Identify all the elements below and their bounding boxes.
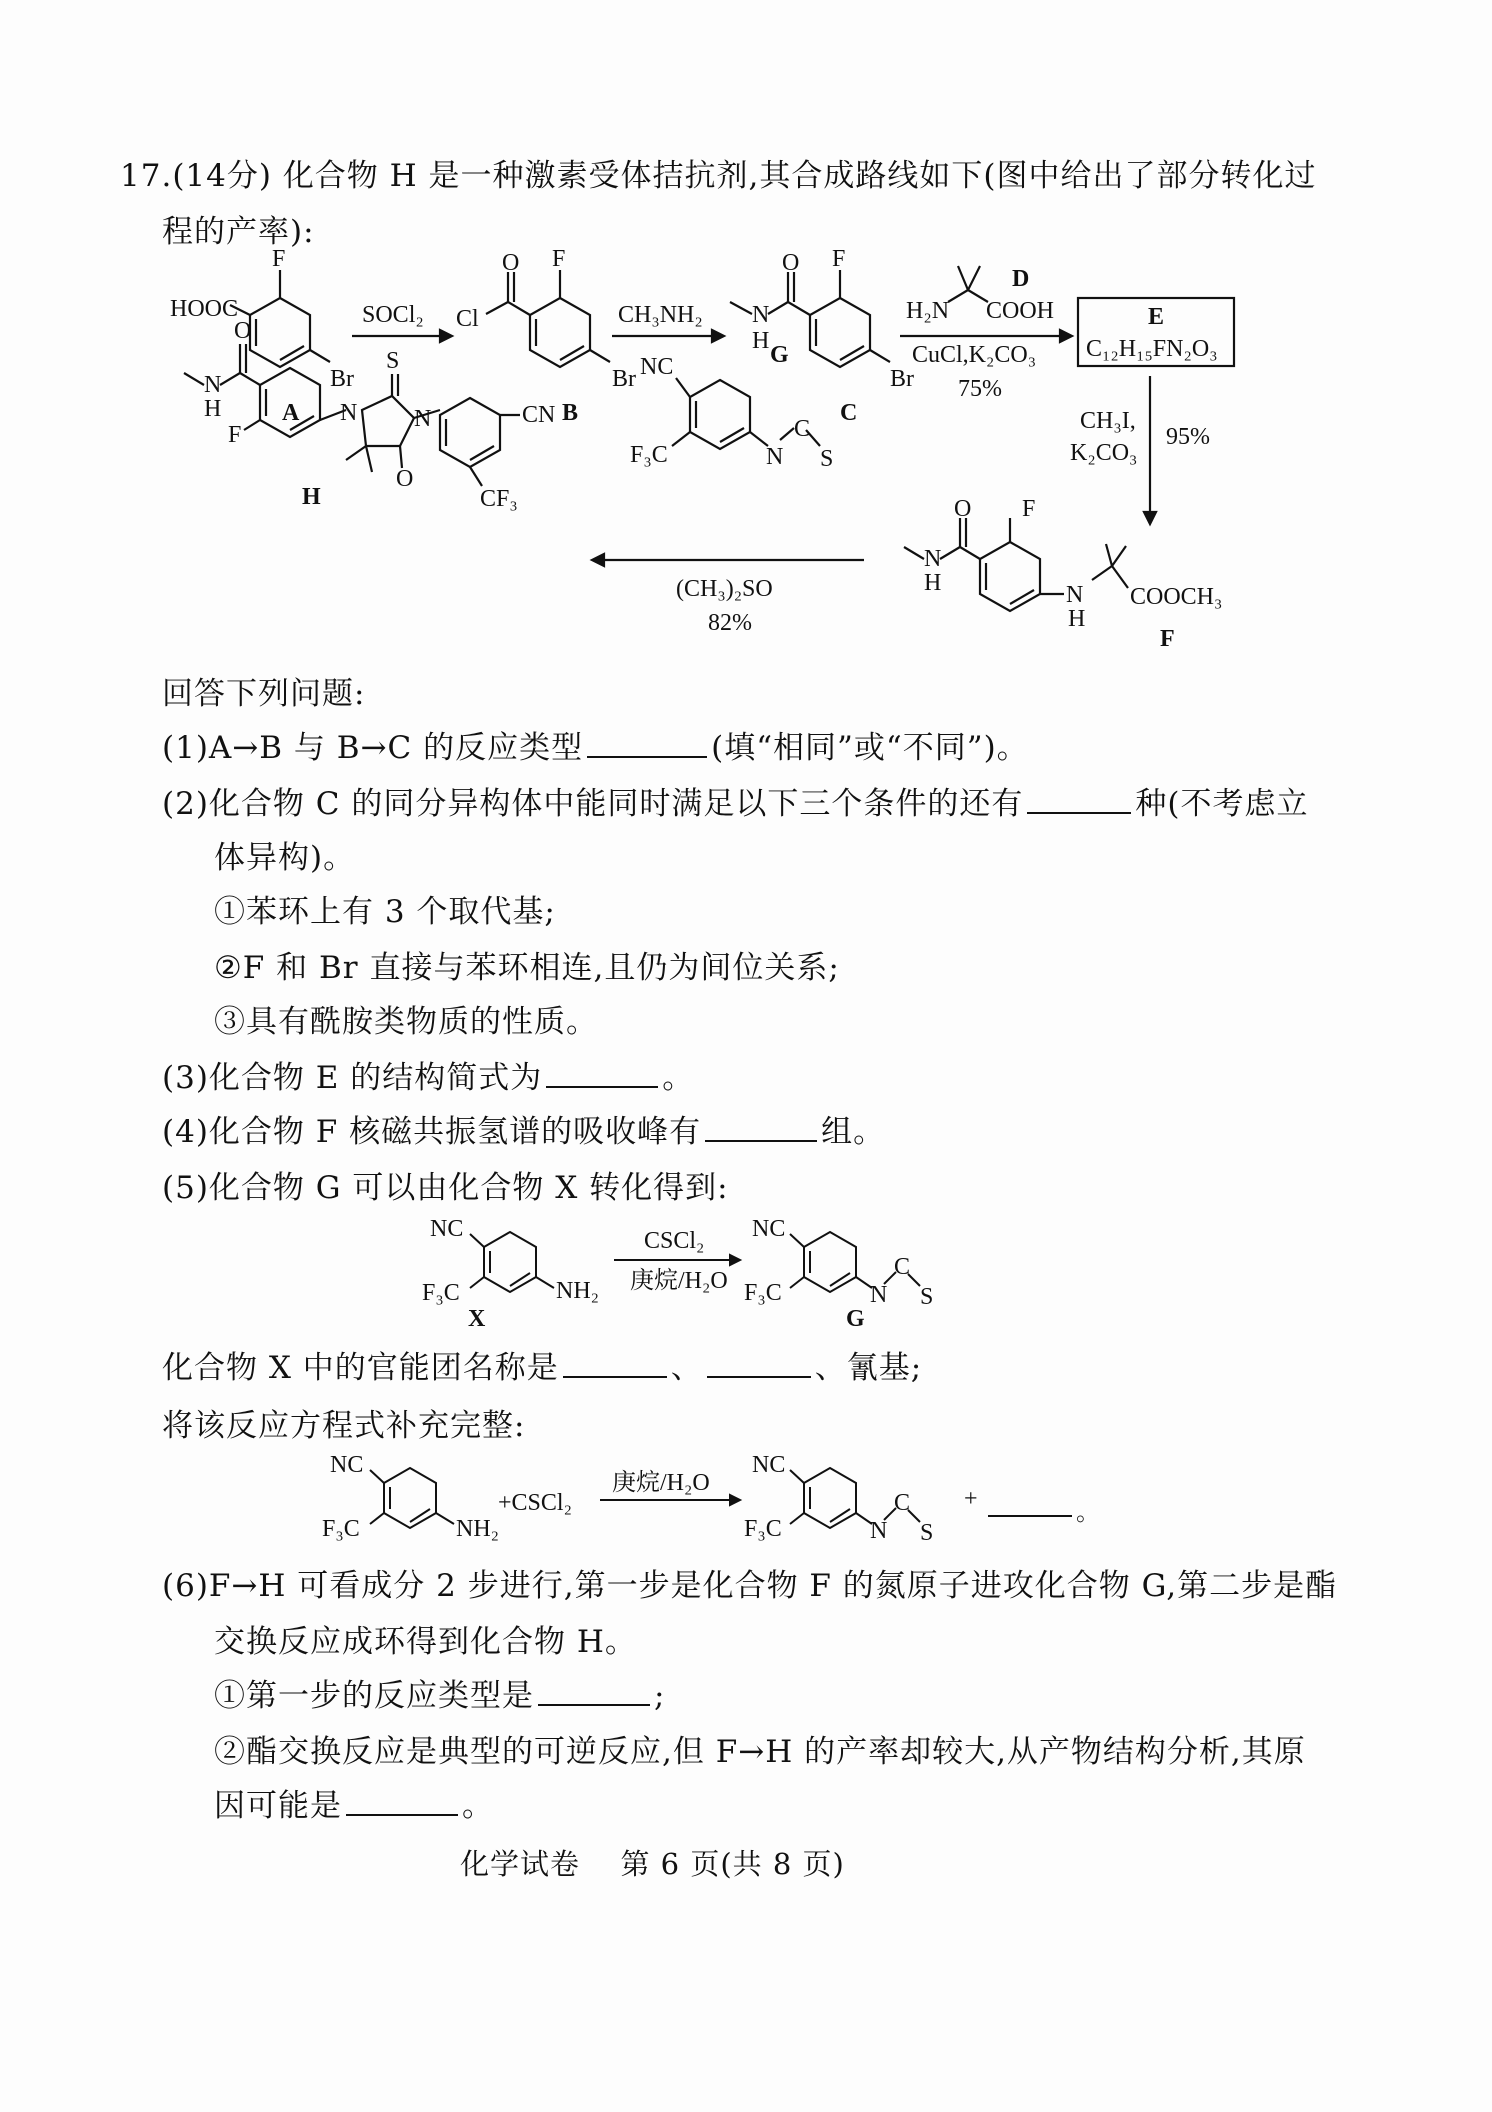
question-6: (6)F→H 可看成分 2 步进行,第一步是化合物 F 的氮原子进攻化合物 G,第二步是酯 [162, 1568, 1338, 1604]
eq-g-n: N [870, 1518, 888, 1544]
compound-f-n: N [924, 546, 942, 572]
question-5-fg-text: 化合物 X 中的官能团名称是 [162, 1350, 559, 1386]
question-5: (5)化合物 G 可以由化合物 X 转化得到: [162, 1170, 729, 1206]
question-1-text: (1)A→B 与 B→C 的反应类型 [162, 730, 584, 766]
synthesis-scheme [0, 250, 1492, 670]
footer-page-number: 第 6 页(共 8 页) [620, 1847, 845, 1881]
compound-h-o2: O [396, 466, 414, 492]
question-4-text: (4)化合物 F 核磁共振氢谱的吸收峰有 [162, 1114, 702, 1150]
question-2-condition-3: ③具有酰胺类物质的性质。 [214, 1004, 598, 1040]
question-6-part-1 [214, 1676, 665, 1716]
answer-blank-1[interactable] [587, 728, 707, 758]
x-cf3: F₃C [422, 1280, 460, 1306]
question-2-condition-1: ①苯环上有 3 个取代基; [214, 894, 556, 930]
scheme-x-to-g [400, 1210, 1020, 1330]
question-1 [162, 728, 1029, 768]
eq-plus-reagent: +CSCl₂ [498, 1490, 572, 1516]
compound-f-nh-h: H [1068, 606, 1086, 632]
compound-h-cf3: CF₃ [480, 486, 518, 512]
compound-d-label: D [1012, 266, 1030, 292]
question-header [120, 156, 1317, 196]
compound-h-cn: CN [522, 402, 556, 428]
compound-f-h: H [924, 570, 942, 596]
compound-b-o: O [502, 250, 520, 276]
eq-x-nc: NC [330, 1452, 364, 1478]
compound-h-h: H [204, 396, 222, 422]
compound-f-nh-n: N [1066, 582, 1084, 608]
compound-g-nc: NC [640, 354, 674, 380]
compound-c-o: O [782, 250, 800, 276]
question-6-part-2-continued [214, 1786, 494, 1826]
compound-e-formula: C₁₂H₁₅FN₂O₃ [1086, 336, 1218, 362]
answer-blank-6a[interactable] [538, 1676, 650, 1706]
arrow-4-reagent-line2: K₂CO₃ [1070, 440, 1138, 466]
compound-x-label: X [468, 1306, 486, 1330]
eq-solvent: 庚烷/H₂O [612, 1470, 710, 1496]
answer-blank-4[interactable] [705, 1112, 817, 1142]
compound-f-o: O [954, 496, 972, 522]
equation-scheme [300, 1448, 1120, 1558]
compound-c-f: F [832, 250, 846, 272]
compound-f-ring [980, 542, 1040, 611]
questions-prompt: 回答下列问题: [162, 676, 366, 712]
question-intro-line1: 化合物 H 是一种激素受体拮抗剂,其合成路线如下(图中给出了部分转化过 [282, 158, 1317, 194]
compound-g-label: G [770, 342, 789, 368]
page-footer [460, 1842, 845, 1883]
compound-h-s: S [386, 348, 400, 374]
question-2-continued: 体异构)。 [214, 840, 356, 876]
question-5-equation-prompt: 将该反应方程式补充完整: [162, 1408, 526, 1444]
question-2-tail: 种(不考虑立 [1135, 786, 1309, 822]
x-nc: NC [430, 1216, 464, 1242]
question-6-part-2: ②酯交换反应是典型的可逆反应,但 F→H 的产率却较大,从产物结构分析,其原 [214, 1734, 1306, 1770]
compound-f-f: F [1022, 496, 1036, 522]
compound-e-label: E [1148, 304, 1165, 330]
question-3-text: (3)化合物 E 的结构简式为 [162, 1060, 543, 1096]
compound-g-ring [690, 380, 750, 449]
compound-b-ring [530, 298, 590, 367]
answer-blank-equation[interactable] [988, 1498, 1072, 1518]
compound-a-ring [250, 298, 310, 367]
arrow-4-reagent-line1: CH₃I, [1080, 408, 1136, 434]
x-nh2: NH₂ [556, 1278, 600, 1304]
compound-g-c: C [794, 416, 811, 442]
compound-c-label: C [840, 400, 858, 426]
compound-g-n: N [766, 444, 784, 470]
question-3 [162, 1058, 694, 1098]
eq-g-c: C [894, 1490, 911, 1516]
compound-h-n2: N [414, 406, 432, 432]
compound-d-cooh: COOH [986, 298, 1055, 324]
arrow-2-reagent: CH₃NH₂ [618, 302, 703, 328]
compound-b-label: B [562, 400, 579, 426]
arrow-3-conditions: CuCl,K₂CO₃ [912, 342, 1037, 368]
g2-n: N [870, 1282, 888, 1308]
compound-c-br: Br [890, 366, 914, 392]
compound-b-cl: Cl [456, 306, 479, 332]
g2-cf3: F₃C [744, 1280, 782, 1306]
answer-blank-6b[interactable] [346, 1786, 458, 1816]
question-4 [162, 1112, 885, 1152]
arrow-5-yield: 82% [708, 610, 752, 636]
eq-x-nh2: NH₂ [456, 1516, 500, 1542]
question-5-functional-groups [162, 1348, 922, 1388]
g2-s: S [920, 1284, 934, 1310]
compound-d-h2n: H₂N [906, 298, 950, 324]
g2-c: C [894, 1254, 911, 1280]
question-intro-line2: 程的产率): [162, 214, 315, 250]
answer-blank-5b[interactable] [707, 1348, 811, 1378]
compound-f-label: F [1160, 626, 1175, 652]
eq-g-nc: NC [752, 1452, 786, 1478]
question-2-text: (2)化合物 C 的同分异构体中能同时满足以下三个条件的还有 [162, 786, 1024, 822]
question-2-condition-2: ②F 和 Br 直接与苯环相连,且仍为间位关系; [214, 950, 840, 986]
compound-h-five-ring [362, 396, 414, 446]
compound-h-f: F [228, 422, 242, 448]
compound-h-label: H [302, 484, 321, 510]
question-4-end: 组。 [821, 1114, 886, 1150]
arrow-1-reagent: SOCl₂ [362, 302, 424, 328]
compound-a-br: Br [330, 366, 354, 392]
compound-b-f: F [552, 250, 566, 272]
question-2 [162, 784, 1308, 824]
arrow-5-conditions: (CH₃)₂SO [676, 576, 773, 602]
question-3-end: 。 [662, 1060, 695, 1096]
compound-h-ring-right [440, 398, 500, 467]
compound-g-s: S [820, 446, 834, 472]
question-6-1-text: ①第一步的反应类型是 [214, 1678, 534, 1714]
compound-h-n1: N [340, 400, 358, 426]
compound-c-ring [810, 298, 870, 367]
compound-c-h: H [752, 328, 770, 354]
question-6-continued: 交换反应成环得到化合物 H。 [214, 1624, 637, 1660]
compound-g-cf3: F₃C [630, 442, 668, 468]
compound-h-n: N [204, 372, 222, 398]
compound-b-br: Br [612, 366, 636, 392]
eq-end: 。 [1076, 1500, 1100, 1526]
compound-a-f: F [272, 250, 286, 272]
question-6-2-text: 因可能是 [214, 1788, 342, 1824]
question-number: 17. [120, 158, 173, 194]
x-reagent: CSCl₂ [644, 1228, 705, 1254]
compound-f-ester: COOCH₃ [1130, 584, 1223, 610]
eq-x-cf3: F₃C [322, 1516, 360, 1542]
compound-c-n: N [752, 302, 770, 328]
question-5-fg-tail: 、氰基; [814, 1350, 923, 1386]
compound-h-o: O [234, 318, 252, 344]
compound-g2-label: G [846, 1306, 865, 1330]
compound-a-acid: HOOC [170, 296, 239, 322]
question-1-hint: (填“相同”或“不同”)。 [711, 730, 1029, 766]
question-score: (14分) [172, 158, 272, 194]
eq-plus: + [964, 1486, 978, 1512]
g2-nc: NC [752, 1216, 786, 1242]
footer-subject: 化学试卷 [460, 1847, 581, 1881]
arrow-3-yield: 75% [958, 376, 1002, 402]
arrow-4-yield: 95% [1166, 424, 1210, 450]
answer-blank-2[interactable] [1027, 784, 1131, 814]
x-solvent: 庚烷/H₂O [630, 1268, 728, 1294]
question-6-1-end: ; [654, 1678, 666, 1714]
eq-g-s: S [920, 1520, 934, 1546]
question-5-fg-sep: 、 [670, 1350, 703, 1386]
question-6-2-end: 。 [462, 1788, 494, 1824]
eq-g-cf3: F₃C [744, 1516, 782, 1542]
answer-blank-5a[interactable] [563, 1348, 667, 1378]
compound-a-label: A [282, 400, 300, 426]
answer-blank-3[interactable] [546, 1058, 658, 1088]
